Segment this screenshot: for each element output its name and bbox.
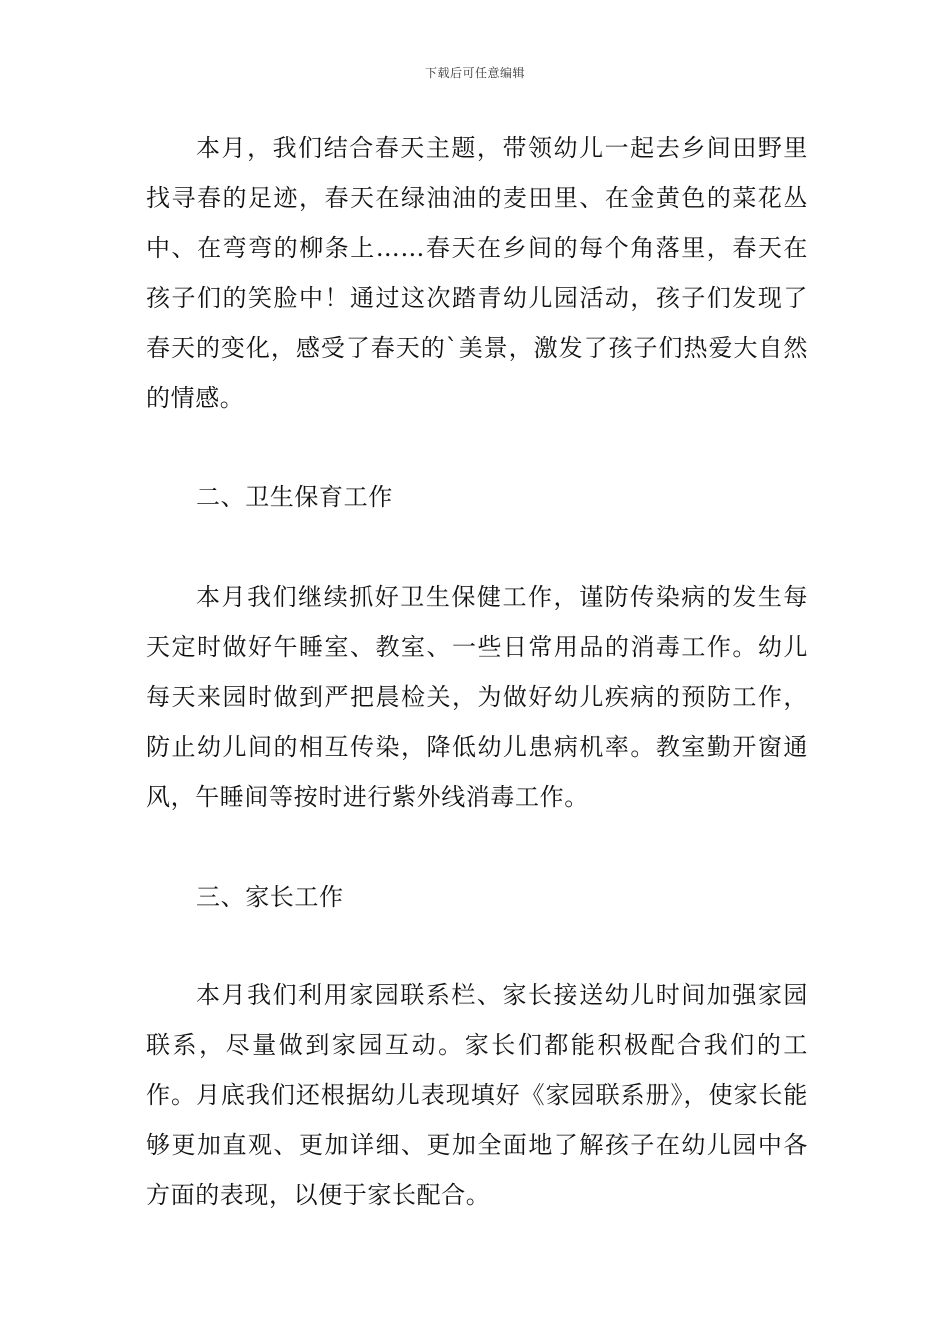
paragraph-parents: 本月我们利用家园联系栏、家长接送幼儿时间加强家园联系，尽量做到家园互动。家长们都能积极配合我们的工作。月底我们还根据幼儿表现填好《家园联系册》，使家长能够更加直观、更加详细、更加全面地了解孩子在幼儿园中各方面的表现，以便于家长配合。 — [146, 981, 808, 1209]
section-heading-parents: 三、家长工作 — [196, 883, 344, 911]
section-heading-hygiene: 二、卫生保育工作 — [196, 483, 393, 511]
paragraph-spring-activity: 本月，我们结合春天主题，带领幼儿一起去乡间田野里找寻春的足迹，春天在绿油油的麦田里、在金黄色的菜花丛中、在弯弯的柳条上……春天在乡间的每个角落里，春天在孩子们的笑脸中！通过这次踏青幼儿园活动，孩子们发现了春天的变化，感受了春天的`美景，激发了孩子们热爱大自然的情感。 — [146, 134, 808, 412]
paragraph-hygiene: 本月我们继续抓好卫生保健工作，谨防传染病的发生每天定时做好午睡室、教室、一些日常用品的消毒工作。幼儿每天来园时做到严把晨检关，为做好幼儿疾病的预防工作，防止幼儿间的相互传染，降低幼儿患病机率。教室勤开窗通风，午睡间等按时进行紫外线消毒工作。 — [146, 583, 808, 811]
header-note: 下载后可任意编辑 — [424, 66, 525, 80]
